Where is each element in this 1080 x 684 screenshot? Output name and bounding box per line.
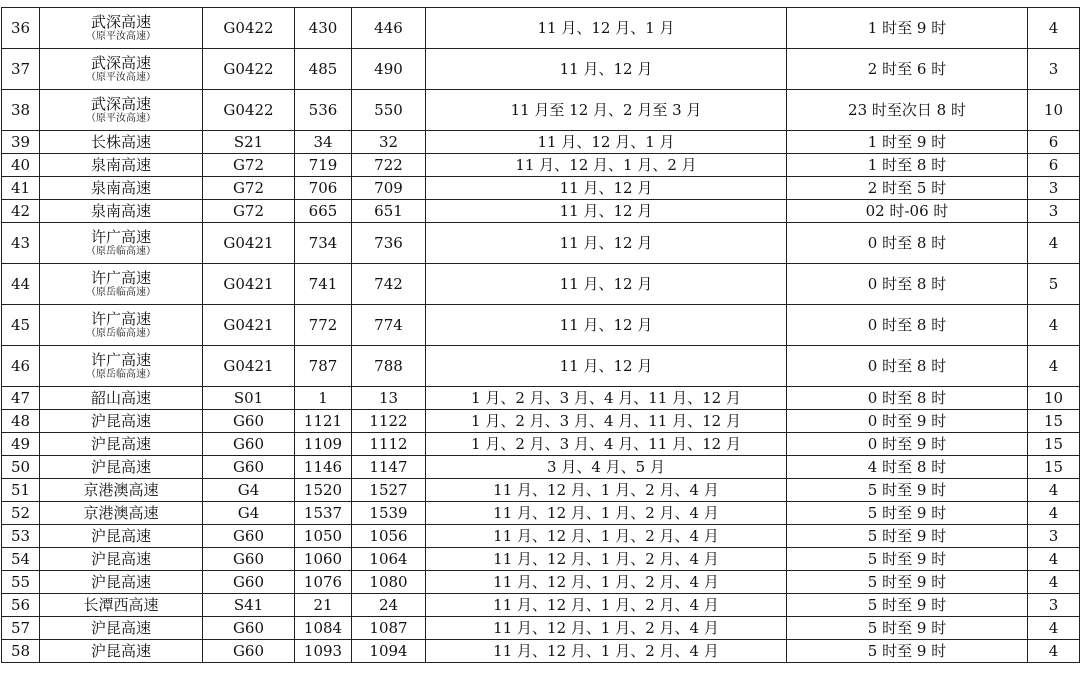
road-code-cell: S21 [203,131,295,154]
hours-cell: 5 时至 9 时 [787,640,1028,663]
road-code-cell: G72 [203,177,295,200]
former-road-name: （原岳临高速） [86,368,156,380]
hours-cell: 5 时至 9 时 [787,548,1028,571]
table-row [2,8,1080,49]
road-code-cell: G0421 [203,264,295,305]
road-code-cell: G60 [203,640,295,663]
road-code-cell: G60 [203,617,295,640]
end-stake-cell: 550 [352,90,426,131]
months-cell: 1 月、2 月、3 月、4 月、11 月、12 月 [426,387,787,410]
end-stake-cell: 1112 [352,433,426,456]
hours-cell: 2 时至 6 时 [787,49,1028,90]
end-stake-cell: 32 [352,131,426,154]
table-row [2,90,1080,131]
count-cell: 3 [1028,525,1080,548]
months-cell: 11 月、12 月、1 月 [426,131,787,154]
count-cell: 3 [1028,200,1080,223]
count-cell: 10 [1028,90,1080,131]
road-code-cell: G0421 [203,346,295,387]
fog-section-table [1,7,1080,663]
start-stake-cell: 1084 [295,617,352,640]
row-number-cell: 54 [2,548,40,571]
count-cell: 4 [1028,479,1080,502]
months-cell: 11 月、12 月 [426,49,787,90]
end-stake-cell: 1080 [352,571,426,594]
road-code-cell: S41 [203,594,295,617]
road-name-cell: 沪昆高速 [40,410,203,433]
hours-cell: 5 时至 9 时 [787,502,1028,525]
start-stake-cell: 1109 [295,433,352,456]
table-row [2,131,1080,154]
months-cell: 11 月、12 月、1 月、2 月、4 月 [426,640,787,663]
row-number-cell: 38 [2,90,40,131]
table-row [2,456,1080,479]
count-cell: 15 [1028,410,1080,433]
months-cell: 11 月、12 月 [426,305,787,346]
table-row [2,346,1080,387]
former-road-name: （原岳临高速） [86,245,156,257]
road-name-cell: 韶山高速 [40,387,203,410]
hours-cell: 1 时至 9 时 [787,8,1028,49]
months-cell: 11 月、12 月、1 月、2 月、4 月 [426,479,787,502]
road-name: 许广高速 [90,350,151,369]
count-cell: 5 [1028,264,1080,305]
hours-cell: 0 时至 8 时 [787,387,1028,410]
hours-cell: 02 时-06 时 [787,200,1028,223]
table-row [2,502,1080,525]
road-name-cell: 京港澳高速 [40,502,203,525]
end-stake-cell: 1087 [352,617,426,640]
road-name-cell: 京港澳高速 [40,479,203,502]
count-cell: 4 [1028,571,1080,594]
hours-cell: 0 时至 9 时 [787,410,1028,433]
row-number-cell: 48 [2,410,40,433]
count-cell: 4 [1028,617,1080,640]
count-cell: 4 [1028,305,1080,346]
count-cell: 4 [1028,640,1080,663]
road-code-cell: G60 [203,433,295,456]
road-code-cell: G72 [203,200,295,223]
road-name: 许广高速 [90,227,151,246]
end-stake-cell: 1527 [352,479,426,502]
row-number-cell: 42 [2,200,40,223]
road-name-cell [40,346,203,387]
count-cell: 4 [1028,223,1080,264]
former-road-name: （原岳临高速） [86,327,156,339]
road-name: 许广高速 [90,309,151,328]
row-number-cell: 53 [2,525,40,548]
road-code-cell: S01 [203,387,295,410]
table-row [2,571,1080,594]
road-name-cell: 长潭西高速 [40,594,203,617]
former-road-name: （原平汝高速） [86,112,156,124]
hours-cell: 5 时至 9 时 [787,594,1028,617]
start-stake-cell: 34 [295,131,352,154]
road-name-cell: 沪昆高速 [40,617,203,640]
former-road-name: （原平汝高速） [86,71,156,83]
row-number-cell: 55 [2,571,40,594]
months-cell: 11 月、12 月、1 月 [426,8,787,49]
row-number-cell: 50 [2,456,40,479]
table-row [2,177,1080,200]
road-name-cell [40,264,203,305]
row-number-cell: 49 [2,433,40,456]
months-cell: 11 月、12 月 [426,346,787,387]
end-stake-cell: 490 [352,49,426,90]
road-name: 许广高速 [90,268,151,287]
end-stake-cell: 651 [352,200,426,223]
end-stake-cell: 709 [352,177,426,200]
road-name-cell [40,305,203,346]
count-cell: 3 [1028,177,1080,200]
start-stake-cell: 1 [295,387,352,410]
months-cell: 11 月、12 月、1 月、2 月、4 月 [426,525,787,548]
road-name-cell: 长株高速 [40,131,203,154]
table-row [2,264,1080,305]
road-code-cell: G60 [203,410,295,433]
table-row [2,154,1080,177]
road-code-cell: G72 [203,154,295,177]
start-stake-cell: 741 [295,264,352,305]
road-name-cell: 沪昆高速 [40,571,203,594]
hours-cell: 0 时至 8 时 [787,305,1028,346]
row-number-cell: 46 [2,346,40,387]
former-road-name: （原平汝高速） [86,30,156,42]
start-stake-cell: 706 [295,177,352,200]
road-name-cell [40,8,203,49]
row-number-cell: 56 [2,594,40,617]
start-stake-cell: 734 [295,223,352,264]
road-name: 武深高速 [90,53,151,72]
table-row [2,387,1080,410]
count-cell: 6 [1028,154,1080,177]
end-stake-cell: 1539 [352,502,426,525]
table-row [2,223,1080,264]
road-name-cell: 沪昆高速 [40,456,203,479]
months-cell: 11 月、12 月 [426,264,787,305]
months-cell: 11 月、12 月 [426,177,787,200]
row-number-cell: 43 [2,223,40,264]
start-stake-cell: 772 [295,305,352,346]
table-row [2,594,1080,617]
road-name-cell: 沪昆高速 [40,433,203,456]
table-body [2,8,1080,663]
count-cell: 15 [1028,433,1080,456]
road-code-cell: G60 [203,456,295,479]
hours-cell: 0 时至 8 时 [787,223,1028,264]
table-row [2,410,1080,433]
months-cell: 11 月、12 月、1 月、2 月、4 月 [426,502,787,525]
hours-cell: 5 时至 9 时 [787,617,1028,640]
start-stake-cell: 719 [295,154,352,177]
end-stake-cell: 774 [352,305,426,346]
start-stake-cell: 1121 [295,410,352,433]
road-code-cell: G0421 [203,223,295,264]
count-cell: 3 [1028,49,1080,90]
months-cell: 1 月、2 月、3 月、4 月、11 月、12 月 [426,433,787,456]
count-cell: 6 [1028,131,1080,154]
end-stake-cell: 1064 [352,548,426,571]
end-stake-cell: 1094 [352,640,426,663]
hours-cell: 0 时至 8 时 [787,346,1028,387]
row-number-cell: 45 [2,305,40,346]
table-row [2,49,1080,90]
months-cell: 1 月、2 月、3 月、4 月、11 月、12 月 [426,410,787,433]
count-cell: 3 [1028,594,1080,617]
road-code-cell: G0421 [203,305,295,346]
hours-cell: 4 时至 8 时 [787,456,1028,479]
road-name-cell: 沪昆高速 [40,548,203,571]
hours-cell: 23 时至次日 8 时 [787,90,1028,131]
count-cell: 15 [1028,456,1080,479]
start-stake-cell: 1520 [295,479,352,502]
table-row [2,200,1080,223]
hours-cell: 5 时至 9 时 [787,525,1028,548]
start-stake-cell: 1076 [295,571,352,594]
table-row [2,617,1080,640]
row-number-cell: 37 [2,49,40,90]
row-number-cell: 52 [2,502,40,525]
start-stake-cell: 1537 [295,502,352,525]
hours-cell: 0 时至 8 时 [787,264,1028,305]
months-cell: 11 月至 12 月、2 月至 3 月 [426,90,787,131]
road-name-cell: 沪昆高速 [40,640,203,663]
end-stake-cell: 446 [352,8,426,49]
row-number-cell: 58 [2,640,40,663]
start-stake-cell: 1060 [295,548,352,571]
start-stake-cell: 430 [295,8,352,49]
road-name-cell [40,90,203,131]
count-cell: 4 [1028,502,1080,525]
table-row [2,479,1080,502]
hours-cell: 5 时至 9 时 [787,571,1028,594]
row-number-cell: 47 [2,387,40,410]
former-road-name: （原岳临高速） [86,286,156,298]
table-row [2,305,1080,346]
months-cell: 11 月、12 月、1 月、2 月、4 月 [426,548,787,571]
start-stake-cell: 485 [295,49,352,90]
road-name-cell [40,49,203,90]
row-number-cell: 51 [2,479,40,502]
count-cell: 4 [1028,346,1080,387]
road-code-cell: G0422 [203,8,295,49]
road-code-cell: G4 [203,502,295,525]
road-code-cell: G60 [203,571,295,594]
end-stake-cell: 742 [352,264,426,305]
end-stake-cell: 1122 [352,410,426,433]
months-cell: 11 月、12 月 [426,223,787,264]
count-cell: 4 [1028,8,1080,49]
road-name-cell: 泉南高速 [40,154,203,177]
hours-cell: 1 时至 8 时 [787,154,1028,177]
road-name: 武深高速 [90,94,151,113]
end-stake-cell: 13 [352,387,426,410]
road-code-cell: G60 [203,548,295,571]
row-number-cell: 41 [2,177,40,200]
road-code-cell: G4 [203,479,295,502]
hours-cell: 0 时至 9 时 [787,433,1028,456]
end-stake-cell: 736 [352,223,426,264]
months-cell: 11 月、12 月 [426,200,787,223]
end-stake-cell: 722 [352,154,426,177]
row-number-cell: 36 [2,8,40,49]
start-stake-cell: 1093 [295,640,352,663]
months-cell: 11 月、12 月、1 月、2 月、4 月 [426,571,787,594]
start-stake-cell: 536 [295,90,352,131]
row-number-cell: 39 [2,131,40,154]
table-row [2,548,1080,571]
end-stake-cell: 1056 [352,525,426,548]
road-code-cell: G0422 [203,49,295,90]
row-number-cell: 44 [2,264,40,305]
months-cell: 11 月、12 月、1 月、2 月 [426,154,787,177]
road-code-cell: G0422 [203,90,295,131]
table-row [2,433,1080,456]
hours-cell: 1 时至 9 时 [787,131,1028,154]
hours-cell: 5 时至 9 时 [787,479,1028,502]
count-cell: 10 [1028,387,1080,410]
road-name-cell: 沪昆高速 [40,525,203,548]
start-stake-cell: 1050 [295,525,352,548]
end-stake-cell: 24 [352,594,426,617]
road-name: 武深高速 [90,12,151,31]
row-number-cell: 40 [2,154,40,177]
count-cell: 4 [1028,548,1080,571]
start-stake-cell: 21 [295,594,352,617]
end-stake-cell: 1147 [352,456,426,479]
hours-cell: 2 时至 5 时 [787,177,1028,200]
road-name-cell: 泉南高速 [40,177,203,200]
road-name-cell [40,223,203,264]
start-stake-cell: 787 [295,346,352,387]
months-cell: 11 月、12 月、1 月、2 月、4 月 [426,594,787,617]
months-cell: 3 月、4 月、5 月 [426,456,787,479]
months-cell: 11 月、12 月、1 月、2 月、4 月 [426,617,787,640]
end-stake-cell: 788 [352,346,426,387]
start-stake-cell: 665 [295,200,352,223]
row-number-cell: 57 [2,617,40,640]
road-code-cell: G60 [203,525,295,548]
table-row [2,525,1080,548]
road-name-cell: 泉南高速 [40,200,203,223]
start-stake-cell: 1146 [295,456,352,479]
table-row [2,640,1080,663]
